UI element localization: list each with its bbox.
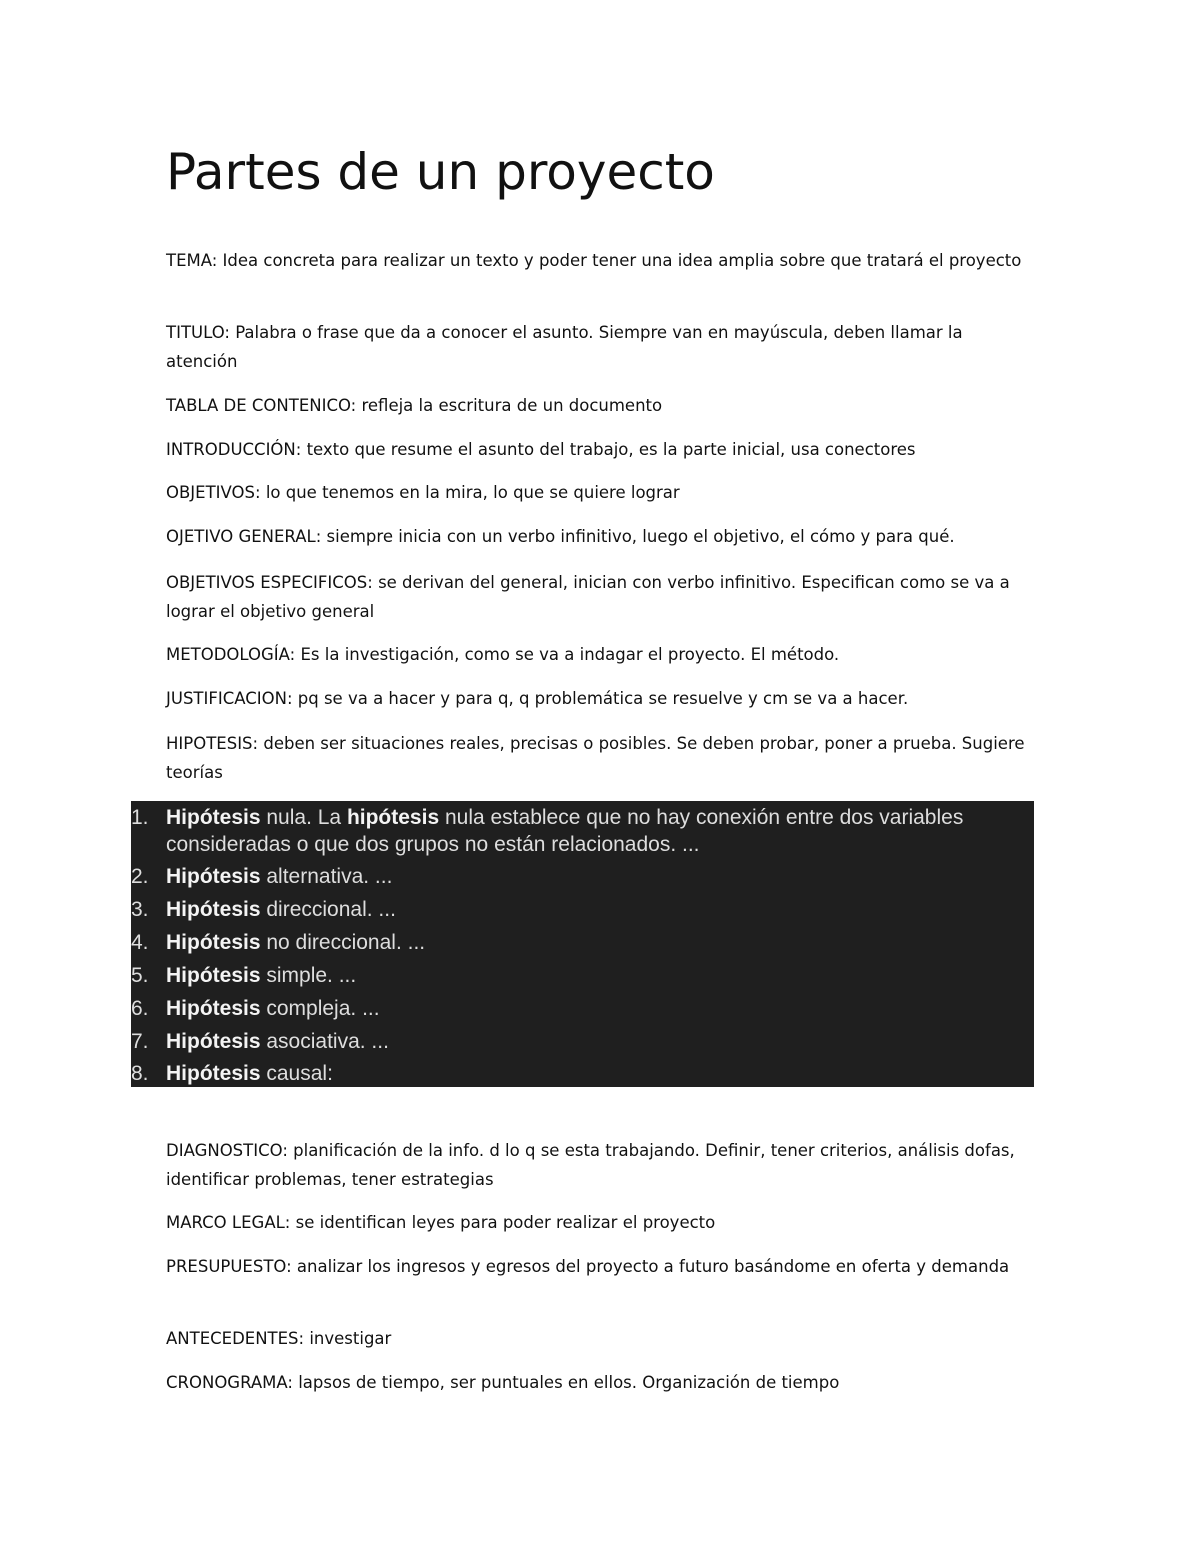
hypothesis-types-list: [131, 801, 1034, 1087]
list-item-text: [166, 995, 1006, 1022]
section-text: planificación de la info. d lo q se esta trabajando. Definir, tener criterios, análisis dofas, identificar problemas, tener estrategias: [166, 1141, 1015, 1189]
section-introduccion: [166, 436, 1036, 465]
section-text: se derivan del general, inician con verbo infinitivo. Especifican como se va a lograr el objetivo general: [166, 573, 1010, 621]
section-label: CRONOGRAMA:: [166, 1373, 293, 1392]
list-item-text: [166, 929, 1006, 956]
section-text: deben ser situaciones reales, precisas o posibles. Se deben probar, poner a prueba. Sugiere teorías: [166, 734, 1025, 782]
bold-term: Hipótesis: [166, 931, 261, 954]
section-label: OJETIVO GENERAL:: [166, 527, 322, 546]
section-label: INTRODUCCIÓN:: [166, 440, 302, 459]
section-text: se identifican leyes para poder realizar el proyecto: [295, 1213, 716, 1232]
section-label: PRESUPUESTO:: [166, 1257, 292, 1276]
list-item: [131, 995, 1034, 1022]
list-item: [131, 804, 1034, 858]
item-text: alternativa. ...: [260, 865, 393, 888]
list-item-text: [166, 896, 1006, 923]
section-label: ANTECEDENTES:: [166, 1329, 305, 1348]
section-tema: [166, 247, 1036, 276]
list-item: [131, 1028, 1034, 1055]
bold-term: Hipótesis: [166, 806, 261, 829]
bold-term: Hipótesis: [166, 964, 261, 987]
section-hipotesis: [166, 730, 1036, 787]
section-titulo: [166, 319, 1036, 376]
page-title: Partes de un proyecto: [166, 143, 715, 201]
bold-term: Hipótesis: [166, 1030, 261, 1053]
section-metodologia: [166, 641, 1036, 670]
section-text: lapsos de tiempo, ser puntuales en ellos. Organización de tiempo: [298, 1373, 840, 1392]
list-item-text: [166, 804, 1006, 858]
item-text: causal:: [260, 1062, 333, 1085]
item-text: simple. ...: [260, 964, 357, 987]
list-item: [131, 929, 1034, 956]
section-label: JUSTIFICACION:: [166, 689, 293, 708]
list-item-text: [166, 1060, 1006, 1087]
section-text: refleja la escritura de un documento: [361, 396, 663, 415]
section-text: analizar los ingresos y egresos del proyecto a futuro basándome en oferta y demanda: [296, 1257, 1010, 1276]
section-label: OBJETIVOS:: [166, 483, 261, 502]
list-item-text: [166, 962, 1006, 989]
section-text: Idea concreta para realizar un texto y poder tener una idea amplia sobre que tratará el proyecto: [222, 251, 1022, 270]
section-justificacion: [166, 685, 1036, 714]
bold-term: hipótesis: [346, 806, 440, 829]
section-cronograma: [166, 1369, 1036, 1398]
bold-term: Hipótesis: [166, 898, 261, 921]
section-text: siempre inicia con un verbo infinitivo, luego el objetivo, el cómo y para qué.: [326, 527, 955, 546]
list-number: 6.: [131, 997, 149, 1020]
section-presupuesto: [166, 1253, 1036, 1282]
section-objetivo-general: [166, 523, 1036, 552]
section-label: METODOLOGÍA:: [166, 645, 296, 664]
section-tabla-de-contenido: [166, 392, 1036, 421]
list-number: 8.: [131, 1062, 149, 1085]
list-number: 1.: [131, 806, 149, 829]
list-number: 4.: [131, 931, 149, 954]
section-text: pq se va a hacer y para q, q problemática se resuelve y cm se va a hacer.: [297, 689, 909, 708]
list-item: [131, 1060, 1034, 1087]
section-label: TABLA DE CONTENICO:: [166, 396, 357, 415]
list-item: [131, 896, 1034, 923]
section-diagnostico: [166, 1137, 1036, 1194]
section-label: DIAGNOSTICO:: [166, 1141, 288, 1160]
section-label: HIPOTESIS:: [166, 734, 259, 753]
list-number: 5.: [131, 964, 149, 987]
item-text: nula establece que no hay conexión entre dos variables consideradas o que dos grupos no están relacionados. ...: [166, 806, 964, 856]
item-text: asociativa. ...: [260, 1030, 389, 1053]
list-number: 2.: [131, 865, 149, 888]
list-item-text: [166, 1028, 1006, 1055]
section-marco-legal: [166, 1209, 1036, 1238]
list-item: [131, 863, 1034, 890]
list-number: 3.: [131, 898, 149, 921]
section-text: Palabra o frase que da a conocer el asunto. Siempre van en mayúscula, deben llamar la atención: [166, 323, 963, 371]
section-text: Es la investigación, como se va a indagar el proyecto. El método.: [300, 645, 840, 664]
list-item-text: [166, 863, 1006, 890]
item-text: compleja. ...: [260, 997, 380, 1020]
section-text: texto que resume el asunto del trabajo, es la parte inicial, usa conectores: [306, 440, 916, 459]
section-objetivos-especificos: [166, 569, 1036, 626]
section-label: TITULO:: [166, 323, 230, 342]
list-item: [131, 962, 1034, 989]
item-text: no direccional. ...: [260, 931, 426, 954]
section-text: investigar: [309, 1329, 392, 1348]
section-label: TEMA:: [166, 251, 218, 270]
section-antecedentes: [166, 1325, 1036, 1354]
bold-term: Hipótesis: [166, 1062, 261, 1085]
item-text: direccional. ...: [260, 898, 396, 921]
section-objetivos: [166, 479, 1036, 508]
bold-term: Hipótesis: [166, 997, 261, 1020]
list-number: 7.: [131, 1030, 149, 1053]
bold-term: Hipótesis: [166, 865, 261, 888]
section-label: MARCO LEGAL:: [166, 1213, 291, 1232]
section-label: OBJETIVOS ESPECIFICOS:: [166, 573, 373, 592]
item-text: nula. La: [260, 806, 347, 829]
section-text: lo que tenemos en la mira, lo que se quiere lograr: [265, 483, 680, 502]
